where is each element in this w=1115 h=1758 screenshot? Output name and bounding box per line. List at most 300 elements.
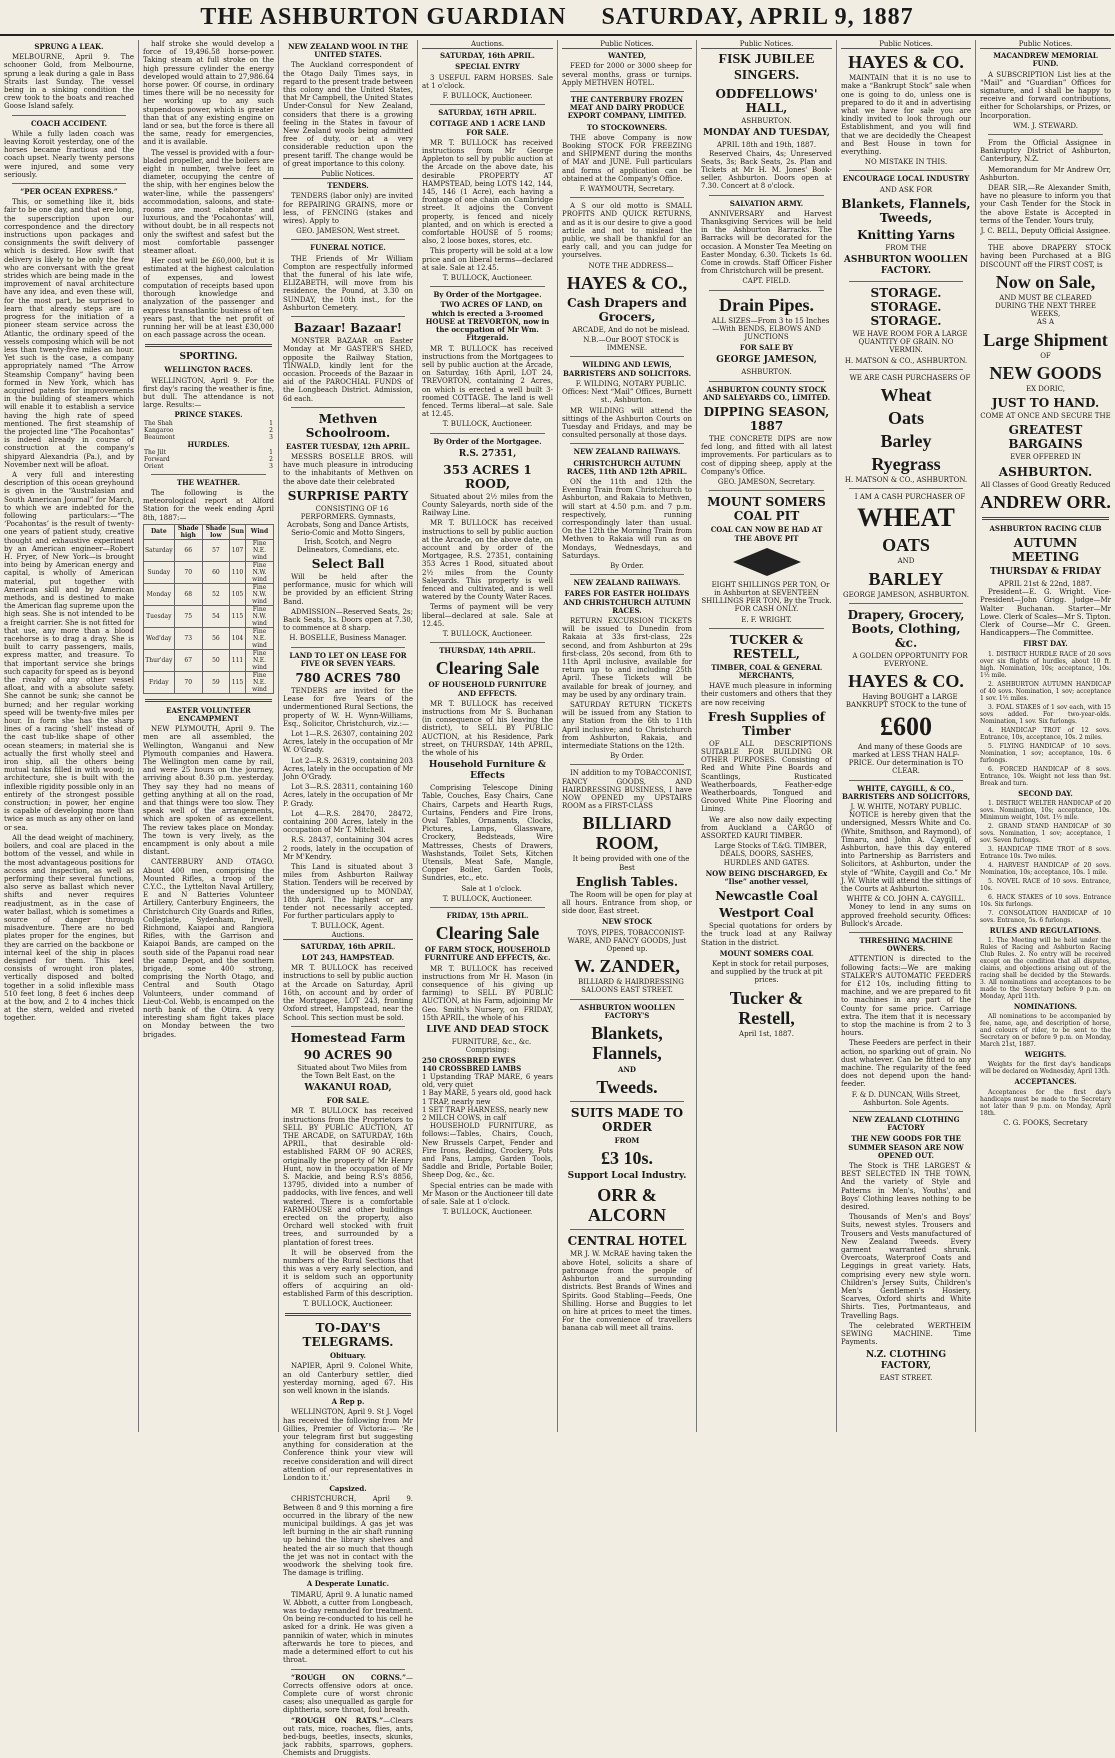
suit-price: £3 10s. bbox=[600, 1148, 653, 1169]
section-public-notices: Public Notices. bbox=[980, 40, 1111, 49]
wilding-lewis: WILDING AND LEWIS, BARRISTERS AND SOLICITORS. bbox=[562, 360, 692, 378]
jameson-sign: GEORGE JAMESON, ASHBURTON. bbox=[843, 590, 969, 599]
woollen-factory: ASHBURTON WOOLLEN FACTORY. bbox=[843, 255, 969, 277]
section-public-notices: Public Notices. bbox=[701, 40, 832, 49]
kauri-cargo: We are also now daily expecting from Auckland a CARGO of ASSORTED KAURI TIMBER. bbox=[701, 815, 832, 840]
dipping-desc: THE CONCRETE DIPS are now fed long, and fitted with all latest improvements. For particulars as to cost of dipping sheep, apply at the Company's Office. bbox=[701, 435, 832, 476]
bazaar-title: Bazaar! Bazaar! bbox=[294, 321, 402, 336]
acres-780: 780 ACRES 780 bbox=[295, 670, 401, 685]
farm-location: Situated about Two Miles from the Town Belt East, on the bbox=[297, 1063, 407, 1080]
white-sign: WHITE & CO. JOHN A. CAYGILL. bbox=[846, 895, 966, 904]
first-day: FIRST DAY. bbox=[1023, 639, 1068, 649]
farm-desc: MR T. BULLOCK has received instructions from the Proprietors to SELL BY PUBLIC AUCTION, AT THE ARCADE, on SATURDAY, 16th APRIL, that desirable old-established FARM OF 90 ACRES, originally the property of Mr Henry Hunt, now in the occupation of Mr S. Mackie, and being R.S's 8856, 13795, divided into a number of paddocks, with live fences, and well watered. There is a comfortable FARMHOUSE and other buildings erected on the property, also Orchard well stocked with fruit trees, and surrounded by a plantation of forest trees. bbox=[283, 1107, 413, 1247]
lease-intro: TENDERS are invited for the Lease for five Years of the undermentioned Rural Sections, the property of W. H. Wynn-Williams, Esq., Solicitor, Christchurch, viz.:— bbox=[283, 686, 413, 728]
headline-telegrams: TO-DAY'S TELEGRAMS. bbox=[302, 1321, 394, 1350]
rough-on-corns-text: —Corrects offensive odors at once. Complete cure of worst chronic cases; also unequalled as gargle for diphtheria, sore throat, foul breath. bbox=[283, 1673, 413, 1715]
orr-alcorn: ORR & ALCORN bbox=[587, 1185, 666, 1226]
tucker-restell: TUCKER & RESTELL, bbox=[729, 632, 804, 661]
tucker-restell-sign: Tucker & Restell, bbox=[729, 987, 804, 1028]
notary: J. W. WHITE, NOTARY PUBLIC. bbox=[850, 802, 962, 811]
club-officers: President—E. G. Wright. Vice-President—John Grigg. Judge—Mr Walter Buchanan. Starter—Mr Lowe. Clerk of Scales—Mr S. Tipton. Clerk of Course—Mr C. Green. Handicappers—The Committee. bbox=[980, 588, 1111, 638]
sale-time: Sale at 1 o'clock. bbox=[461, 884, 522, 893]
auction-date: SATURDAY, 16TH APRIL. bbox=[438, 108, 537, 118]
auctioneer-sign: T. BULLOCK, Auctioneer. bbox=[442, 274, 533, 283]
race-entry: 5. NOVEL RACE of 10 sovs. Entrance, 10s. bbox=[980, 877, 1111, 892]
large-shipment: Large Shipment bbox=[983, 329, 1108, 350]
column-2 bbox=[139, 40, 279, 1432]
select-ball: Select Ball bbox=[311, 556, 385, 571]
wanted-title: WANTED, bbox=[607, 51, 647, 61]
race-entry: 6. FORCED HANDICAP of 8 sovs. Entrance, 10s. Weight not less than 9st. Break and turn. bbox=[980, 765, 1111, 787]
capt-field: CAPT. FIELD. bbox=[742, 277, 791, 286]
from-label: FROM bbox=[614, 1136, 640, 1146]
section-public-notices: Public Notices. bbox=[283, 170, 413, 179]
columns bbox=[0, 40, 1115, 1758]
racing-club: ASHBURTON RACING CLUB bbox=[989, 523, 1102, 533]
cottage-terms: This property will be sold at a low price and on liberal terms—declared at sale. Sale at 12.45. bbox=[422, 247, 553, 272]
blankets-flannels: Blankets, Flannels, bbox=[591, 1023, 663, 1064]
hayes-co: HAYES & CO., bbox=[566, 272, 688, 293]
steward-sign: WM. J. STEWARD. bbox=[1013, 121, 1078, 130]
greatly-reduced: All Classes of Good Greatly Reduced bbox=[980, 480, 1111, 489]
to-stockowners: TO STOCKOWNERS. bbox=[586, 122, 668, 132]
rules: 1. The Meeting will be held under the Rules of Racing and Ashburton Racing Club Rules. 2. No entry will be received except on the condition that all disputes, claims, and objections arising out of the racing shall be decided by the Stewards. 3. All nominations and acceptances to be made to the Secretary before 9 p.m. on Monday, April 11th. bbox=[980, 936, 1111, 1000]
timber-list: OF ALL DESCRIPTIONS SUITABLE FOR BUILDING OR OTHER PURPOSES. Consisting of Red and White Pine Boards and Scantlings, Rusticated Weatherboards, Feather-edge Weatherboards, Tongued and Grooved White Pine Flooring and Lining. bbox=[701, 739, 832, 814]
article-wool: The Auckland correspondent of the Otago Daily Times says, in regard to the present trade between this colony and the United States, that Mr Campbell, the United States Under-Consul for New Zealand, considers that there is a growing feeling in the States in favour of New Zealand wools being admitted free of duty, or at a very considerable reduction upon the present tariff. The change would be of great importance to this colony. bbox=[283, 61, 413, 168]
storage: STORAGE. STORAGE. STORAGE. bbox=[870, 286, 942, 329]
race-entry: 4. HARVEST HANDICAP of 20 sovs. Nomination, 10s; acceptance, 10s. 1 mile. bbox=[980, 861, 1111, 876]
acceptances-title: ACCEPTANCES. bbox=[1014, 1077, 1077, 1087]
new-goods: NEW GOODS bbox=[989, 362, 1102, 383]
nz-clothing-factory: N.Z. CLOTHING FACTORY, bbox=[865, 1349, 947, 1371]
auctioneer-sign: T. BULLOCK, Auctioneer. bbox=[442, 629, 533, 638]
article-ocean-2: A very full and interesting description of this ocean greyhound is given in the “Australasian and South American Journal” for March, to which we are indebted for the following particulars:—“The ‘Pocahontas’ is the result of twenty-one years of patient study, creative thought and exhaustive experiment by an American engineer—Robert H. Fryer, of New York—is brought into being by American energy and capital, is wholly of American material, put together with American skill and by American methods, and is destined to make the American flag supreme upon the high seas. She is not intended to be a freight carrier. She is not fitted for that use, any more than a blood racehorse is to drag a dray. She is built to carry passengers, mails, express matter, and treasure. To that important service she brings such capacity for speed as is beyond the rivalry of any other vessel afloat, and with a absolute safety. She cannot be sunk; she cannot be burned; and her regular working speed will be twenty-five miles per hour. In form she has the sharp lines of a racing ‘shell’ instead of the cast tub-like shape of other ocean steamers; in material she is actually the first wholly steel and iron ship, all the others being mutual tanks filled in with wood; in architecture, she is built with the inflexible rigidity possible only in an entirety of the strongest possible construction; in power, her engine is capable of developing more than twice as much as any other on land or sea. bbox=[4, 470, 134, 832]
special-entry: SPECIAL ENTRY bbox=[455, 62, 520, 72]
headline-leak: SPRUNG A LEAK. bbox=[34, 42, 104, 51]
concert-seats: Reserved Chairs, 4s; Unreserved Seats, 3s; Back Seats, 2s. Plan and Tickets at Mr H. M. Jones' Book-seller, Ashburton. Doors open at 7.30. Concert at 8 o'clock. bbox=[701, 149, 832, 191]
meeting-dates: APRIL 21st & 22nd, 1887. bbox=[998, 579, 1093, 588]
new-goods: THE NEW GOODS FOR THE SUMMER SEASON ARE NOW OPENED OUT. bbox=[848, 1134, 964, 1160]
reply: WELLINGTON, April 9. St J. Vogel has received the following from Mr Gillies, Premier of Victoria:— ‘Re your telegram first but suggesting anything for consideration at the Conference think your view will receive consideration and will direct attention of our representatives in London to it.’ bbox=[283, 1408, 413, 1483]
funeral-title: FUNERAL NOTICE. bbox=[310, 243, 386, 253]
section-public-notices: Public Notices. bbox=[841, 40, 971, 49]
article-encampment-2: CANTERBURY AND OTAGO. About 400 men, comprising the Mounted Rifles, a troop of the C.Y.C., the Lyttelton Naval Artillery, E and N Batteries Volunteer Artillery, Canterbury Engineers, the Christchurch City Guards and Rifles, Collegiate, Sydenham, Irwell, Richmond, Kaiapoi and Rangiora Rifles, with the Garrison and Kaiapoi Bands, are camped on the south side of the Papanui road near the camp Depot, and the southern brigade, some 400 strong, comprising the North Otago, and Central and South Otago Volunteers, under command of Lieut-Col. Webb, is encamped on the north bank of the Otira. A very interesting sham fight takes place on Monday between the two brigades. bbox=[143, 858, 274, 1039]
lease-sign: T. BULLOCK, Agent. bbox=[311, 922, 385, 931]
hayes-ad-text: A S our old motto is SMALL PROFITS AND QUICK RETURNS, and as it is our desire to give a good article and not to mislead the public, we shall be thankful for an early call, and you can judge for yourselves. bbox=[562, 202, 692, 260]
barley-large: BARLEY bbox=[868, 568, 944, 589]
headline-races: WELLINGTON RACES. bbox=[164, 365, 253, 375]
amount-600: £600 bbox=[880, 711, 932, 741]
macandrew-notice: A SUBSCRIPTION List lies at the “Mail” and “Guardian” Offices for signature, and I shall be happy to receive and forward contributions, either for Scholarships, or Prizes, or Incorporation. bbox=[980, 70, 1111, 120]
lease-lot: Lot 3—R.S. 28311, containing 160 Acres, lately in the occupation of Mr P. Grady. bbox=[283, 783, 413, 808]
blankets-flannels-tweeds: Blankets, Flannels, Tweeds, bbox=[841, 196, 971, 225]
westport-coal: Westport Coal bbox=[719, 906, 814, 921]
town: ASHBURTON. bbox=[741, 117, 792, 126]
tweeds: Tweeds. bbox=[596, 1077, 658, 1098]
two-acres-desc: MR T. BULLOCK has received instructions from the Mortgagees to sell by public auction at the Arcade, on Saturday, 16th April, LOT 24, TREVORTON, containing 2 Acres, on which is erected a well built 3-roomed COTTAGE. The land is well fenced. Terms liberal—at sale. Sale at 12.45. bbox=[422, 344, 553, 419]
weights: Weights for the first day's handicaps will be declared on Wednesday, April 13th. bbox=[980, 1061, 1111, 1076]
column-3 bbox=[279, 40, 418, 1758]
ad-tenders-sign: GEO. JAMESON, West street. bbox=[296, 227, 400, 236]
billiard-desc: It being provided with one of the Best bbox=[572, 855, 690, 872]
article-ocean-6: Her cost will be £60,000, but it is estimated at the highest calculation of expenses, and lowest computation of receipts based upon thorough knowledge and analyzation of the passenger and express transatlantic business of ten years past, that the net profit of running her will be at least £30,000 on each passage across the ocean. bbox=[143, 257, 274, 340]
next-three-weeks: DURING THE NEXT THREE WEEKS, bbox=[995, 302, 1096, 319]
threshing-ad: ATTENTION is directed to the following facts:—We are making STALKER'S AUTOMATIC FEEDERS for £12 10s, including fitting to machine, and we are prepared to fit to machines in any part of the County for same price. Carriage extra. The item that it is necessary to stop the machine is from 2 to 3 hours. bbox=[841, 955, 971, 1038]
by-order: By Order. bbox=[610, 752, 644, 761]
macandrew-fund: MACANDREW MEMORIAL FUND. bbox=[993, 51, 1098, 69]
farm-stock-title: OF FARM STOCK, HOUSEHOLD FURNITURE AND EFFECTS, &c. bbox=[424, 945, 551, 963]
frozen-meat-ad: THE above Company is now Booking STOCK FOR FREEZING and SHIPMENT during the months of MAY and JUNE. Full particulars and forms of application can be obtained at the Company's Office. bbox=[562, 133, 692, 183]
auctioneer-sign: T. BULLOCK, Auctioneer. bbox=[442, 420, 533, 429]
rough-on-rats: “ROUGH ON RATS.” bbox=[291, 1715, 384, 1725]
section-public-notices: Public Notices. bbox=[562, 40, 692, 49]
household-items: Comprising Telescope Dining Table, Couches, Easy Chairs, Cane Chairs, Carpets and Hearth Rugs, Curtains, Fenders and Fire Irons, Oval Tables, Ornaments, Clocks, Pictures, Lamps, Glassware, Crockery, Bedsteads, Wire Mattresses, Chests of Drawers, Washstands, Toilet Sets, Kitchen Utensils, Meat Safe, Mangle, Copper Boiler, Garden Tools, Sundries, etc., etc. bbox=[422, 784, 553, 883]
ex-doric: EX DORIC, bbox=[1025, 384, 1066, 393]
oddfellows-hall: ODDFELLOWS' HALL, bbox=[715, 87, 818, 116]
furniture-list: HOUSEHOLD FURNITURE, as follows:—Tables, Chairs, Couch, New Brussels Carpet, Fender and Fire Irons, Bedding, Crockery, Pots and Pans, Lamps, Garden Tools, Saddle and Bridle, Portable Boiler, Sheep Dog, &c., &c. bbox=[422, 1122, 553, 1180]
admission: ADMISSION—Reserved Seats, 2s; Back Seats, 1s. Doors open at 7.30, to commence at 8 sharp. bbox=[283, 607, 413, 633]
race-entry: 3. HANDICAP TIME TROT of 8 sovs. Entrance 10s. Two miles. bbox=[980, 845, 1111, 860]
rough-on-rats-text: —Clears out rats, mice, roaches, flies, ants, bed-bugs, beetles, insects, skunks, jack rabbits, sparrows, gophers. Chemists and Druggists. bbox=[283, 1716, 413, 1758]
stock-item: 1 Upstanding TRAP MARE, 6 years old, very quiet bbox=[422, 1072, 553, 1090]
billiard-room: BILLIARD ROOM, bbox=[582, 813, 672, 854]
nz-clothing-factory: NEW ZEALAND CLOTHING FACTORY bbox=[852, 1115, 960, 1133]
partnership-notice: NOTICE is hereby given that the undersigned, Messrs White and Co. (White, Smithson, and Raymond), of Timaru, and John A. Caygill, of Ashburton, have this day entered into Partnership as Barristers and Solicitors, at Ashburton, under the style of “White, Caygill and Co.” Mr J. W. White will attend the sittings of the Courts at Ashburton. bbox=[841, 811, 971, 893]
oats-large: OATS bbox=[882, 535, 930, 556]
bankruptcy-header: From the Official Assignee in Bankruptcy District of Ashburton, Canterbury, N.Z. bbox=[980, 139, 1111, 164]
from-the: FROM THE bbox=[885, 243, 927, 252]
auctioneer-sign: F. BULLOCK, Auctioneer. bbox=[442, 92, 533, 101]
half-price: And many of these Goods are marked at LESS THAN HALF-PRICE. Our determination is TO CLEAR. bbox=[848, 742, 964, 776]
frozen-meat-title: THE CANTERBURY FROZEN MEAT AND DAIRY PRODUCE EXPORT COMPANY, LIMITED. bbox=[567, 95, 687, 121]
headline-wool: NEW ZEALAND WOOL IN THE UNITED STATES. bbox=[288, 42, 408, 60]
lease-lot: Lot 4—R.S. 28470, 28472, containing 200 Acres, lately in the occupation of Mr T. Mitchell. bbox=[283, 809, 413, 835]
stock-item: 140 CROSSBRED LAMBS bbox=[422, 1063, 522, 1073]
room-hours: The Room will be open for play at all hours. Entrance from shop, or side door, East street. bbox=[562, 890, 692, 916]
now-discharging: NOW BEING DISCHARGED, Ex “Ilse” another vessel, bbox=[705, 868, 828, 886]
drapery-stock: THE above DRAPERY STOCK having been Purchased at a BIG DISCOUNT off the FIRST COST, is bbox=[980, 244, 1111, 269]
wilding-office: F. WILDING, NOTARY PUBLIC. Offices: Next “Mail” Offices, Burnett st., Ashburton. bbox=[562, 379, 692, 405]
race-event-2: HURDLES. bbox=[187, 439, 230, 449]
no-mistake: NO MISTAKE IN THIS. bbox=[864, 158, 948, 167]
nz-railways: NEW ZEALAND RAILWAYS. bbox=[573, 578, 681, 588]
lease-lot: Lot 1—R.S. 26307, containing 202 Acres, lately in the occupation of Mr W. O'Grady. bbox=[283, 730, 413, 755]
auction-date: SATURDAY, 16th APRIL. bbox=[300, 941, 396, 951]
cash-purchaser: I AM A CASH PURCHASER OF bbox=[854, 493, 966, 502]
column-8 bbox=[976, 40, 1115, 1432]
methven-title: Methven Schoolroom. bbox=[305, 411, 391, 440]
live-dead-stock: LIVE AND DEAD STOCK bbox=[426, 1025, 549, 1036]
hayes-co: HAYES & CO. bbox=[848, 671, 964, 692]
knitting-yarns: Knitting Yarns bbox=[857, 227, 955, 242]
lunatic-title: A Desperate Lunatic. bbox=[306, 1579, 390, 1589]
acceptances: Acceptances for the first day's handicaps must be made to the Secretary not later than 9 p.m. on Monday, April 18th. bbox=[980, 1088, 1111, 1117]
oats: Oats bbox=[888, 408, 924, 429]
auctioneer-sign: T. BULLOCK, Auctioneer. bbox=[442, 894, 533, 903]
surprise-party: SURPRISE PARTY bbox=[287, 488, 409, 503]
two-acres-title: TWO ACRES OF LAND, on which is erected a 3-roomed HOUSE at TREVORTON, now in the occupation of Mr Wm. Fitzgerald. bbox=[425, 300, 550, 343]
weather-table: Date Shade high Shade low Sun Wind Saturday 66 57 107 Fine N.E. wind Sunday 70 60 110 Fine N.W. wind Monday 68 52 105 Fine N.W. wind Tuesday 75 54 115 Fine N.W. wind Wed'day 73 56 104 Fine N.E. wind Thur'day 67 50 111 Fine N.E. wind Friday 70 59 115 Fine N.E. wind bbox=[143, 524, 274, 694]
town: ASHBURTON. bbox=[741, 368, 792, 377]
acres-353-terms: Terms of payment will be very liberal—declared at sale. Sale at 12.45. bbox=[422, 603, 553, 628]
household-furniture: Household Furniture & Effects bbox=[428, 760, 547, 782]
dipping-sign: GEO. JAMESON, Secretary. bbox=[717, 478, 816, 487]
household-desc: MR T. BULLOCK has received instructions from Mr S. Buchanan (in consequence of his leaving the district), to SELL BY PUBLIC AUCTION, at his Residence, Park street, on THURSDAY, 14th APRIL, the whole of his bbox=[422, 699, 553, 758]
note-address: NOTE THE ADDRESS— bbox=[588, 261, 674, 270]
race-entry: 4. HANDICAP TROT of 12 sovs. Entrance, 10s, acceptance, 10s. 2 miles. bbox=[980, 726, 1111, 741]
by-order: By Order. bbox=[610, 561, 644, 570]
newspaper-title: THE ASHBURTON GUARDIAN bbox=[200, 4, 567, 30]
frozen-meat-sign: F. WAYMOUTH, Secretary. bbox=[579, 185, 675, 194]
county-stock: ASHBURTON COUNTY STOCK AND SALEYARDS CO., LIMITED. bbox=[702, 384, 831, 402]
race-entry: 6. HACK STAKES of 10 sovs. Entrance 10s. Six furlongs. bbox=[980, 893, 1111, 908]
farm-horses: 3 USEFUL FARM HORSES. Sale at 1 o'clock. bbox=[422, 73, 553, 90]
capsized: CHRISTCHURCH, April 9. Between 8 and 9 this morning a fire occurred in the library of the new municipal buildings. A gas jet was left burning in the air shaft running up behind the library shelves and heated the air so much that though the jet was not in contact with the woodwork the shelving took fire. The damage is trifling. bbox=[283, 1495, 413, 1578]
ad-tenders-title: TENDERS. bbox=[327, 181, 369, 191]
coal-retail: Kept in stock for retail purposes, and supplied by the truck at pit prices. bbox=[710, 960, 829, 985]
concert-days: MONDAY AND TUESDAY, bbox=[703, 128, 830, 139]
race-trains: ON the 11th and 12th the Evening Train from Christchurch to Ashburton, and Rakaia to Methven, will start at 4.50 p.m. and 7 p.m. respectively, running correspondingly later than usual. On the 12th the Morning Train from Methven to Rakaia will run as on Mondays, Wednesdays, and Saturdays. bbox=[562, 477, 692, 560]
race-entry: 2. GRAND STAND HANDICAP of 30 sovs. Nomination, 1 sov; acceptance, 1 sov. Seven furlongs. bbox=[980, 822, 1111, 844]
drain-sizes: ALL SIZES—From 3 to 15 Inches—With BENDS, ELBOWS AND JUNCTIONS bbox=[711, 316, 830, 342]
andrew-orr: ANDREW ORR. bbox=[980, 491, 1111, 512]
rough-on-corns: “ROUGH ON CORNS.” bbox=[291, 1672, 406, 1682]
acres-353-desc: MR T. BULLOCK has received instructions to sell by public auction at the Arcade, on the above date, on account and by order of the Mortgagee, R.S. 27351, containing 353 Acres 1 Rood, situated about 2½ miles from the County Saleyards. This property is well fenced and cultivated, and is well watered by the County Water Races. bbox=[422, 519, 553, 602]
new-stock-desc: TOYS, PIPES, TOBACCONIST-WARE, AND FANCY GOODS, Just Opened up. bbox=[567, 928, 687, 954]
mount-somers-coal: MOUNT SOMERS COAL bbox=[719, 948, 814, 958]
ask-for: AND ASK FOR bbox=[879, 185, 933, 194]
stock-item: 250 CROSSBRED EWES bbox=[422, 1055, 516, 1065]
matson-sign: H. MATSON & CO., ASHBURTON. bbox=[844, 356, 968, 365]
auction-date: SATURDAY, 16th APRIL. bbox=[439, 51, 535, 61]
salvation-notice: ANNIVERSARY and Harvest Thanksgiving Services will be held in the Ashburton Barracks. The Barracks will be decorated for the occasion. A Monster Tea Meeting on Easter Monday, 6.30. Tickets 1s 6d. Come in crowds. Staff Officer Fisher from Christchurch will be present. bbox=[701, 209, 832, 276]
race-entry: 7. CONSOLATION HANDICAP of 10 sovs. Entrance, 5s. 6 furlongs. bbox=[980, 909, 1111, 924]
tucker-date: April 1st, 1887. bbox=[739, 1029, 794, 1038]
bazaar-notice: MONSTER BAZAAR on Easter Monday at Mr GASTER'S SHED, opposite the Railway Station, TINWALD, kindly lent for the occasion. Proceeds of the Bazaar in aid of the PAROCHIAL FUNDS of the Longbeach District. Admission, 6d each. bbox=[283, 337, 413, 403]
wanted-ad: FEED for 2000 or 3000 sheep for several months, grass or turnips. Apply METHVEN HOTEL. bbox=[562, 62, 692, 87]
stock-item: 2 MILCH COWS, in calf bbox=[422, 1113, 507, 1122]
boot-stock: N.B.—Our BOOT STOCK is IMMENSE. bbox=[583, 336, 679, 353]
headline-ocean-express: “PER OCEAN EXPRESS.” bbox=[20, 187, 118, 197]
salvation-army: SALVATION ARMY. bbox=[729, 198, 804, 208]
central-hotel-ad: MR J. W. McRAE having taken the above Hotel, solicits a share of patronage from the people of Ashburton and surrounding districts. Best Brands of Wines and Spirits. Good Stabling—Feeds, One Shilling. Horse and Buggies to let on hire at prices to meet the times. For the convenience of travellers banana cab will meet all trains. bbox=[562, 1250, 692, 1333]
methven-date: EASTER TUESDAY, 12th APRIL. bbox=[285, 441, 411, 451]
rules-title: RULES AND REGULATIONS. bbox=[989, 925, 1102, 935]
races-intro: WELLINGTON, April 9. For the first day's racing the weather is fine, but dull. The attendance is not large. Results:— bbox=[143, 376, 274, 410]
christchurch-races: CHRISTCHURCH AUTUMN RACES, 11th AND 12th APRIL. bbox=[566, 458, 688, 476]
clearing-sale: Clearing Sale bbox=[435, 923, 540, 944]
lease-lot: Lot 2—R.S. 26319, containing 203 Acres, lately in the occupation of Mr John O'Grady. bbox=[283, 756, 413, 782]
wheat-large: WHEAT bbox=[857, 503, 955, 533]
column-7 bbox=[837, 40, 976, 1432]
cottage-title: COTTAGE AND 1 ACRE LAND FOR SALE. bbox=[429, 119, 546, 137]
drain-pipes: Drain Pipes. bbox=[718, 294, 814, 315]
weather-intro: The following is the meteorological report at Alford Station for the week ending April 8th, 1887:— bbox=[143, 488, 274, 522]
timber-intro: HAVE much pleasure in informing their customers and others that they are now receiving bbox=[701, 682, 832, 707]
saturday-tickets: SATURDAY RETURN TICKETS will be issued from any Station to any Station from the 6th to 11th April inclusive; and to Christchurch from Ashburton, Rakaia, and intermediate Stations on the 12th. bbox=[562, 701, 692, 751]
article-ocean-5: The vessel is provided with a four-bladed propeller, and the boilers are eight in number, twelve feet in diameter, occupying the centre of the ship, with her engines below the water-line, while the passengers' accommodation, saloons, and state-rooms are most elaborate and luxurious, and the ‘Pocahontas’ will, without doubt, be in all respects not only the swiftest and safest but the most comfortable passenger steamer afloat. bbox=[143, 148, 274, 256]
column-6 bbox=[697, 40, 837, 1432]
come-at-once: COME AT ONCE AND SECURE THE bbox=[980, 412, 1111, 421]
support-local: Support Local Industry. bbox=[567, 1171, 687, 1182]
greatest-bargains: GREATEST BARGAINS bbox=[1008, 423, 1083, 452]
autumn-meeting: AUTUMN MEETING bbox=[1011, 535, 1080, 564]
race-entry: 1. DISTRICT WELTER HANDICAP of 20 sovs. Nomination, 10s; acceptance, 10s. Minimum weight, 10st. 1½ mile. bbox=[980, 799, 1111, 821]
headline-weather: THE WEATHER. bbox=[176, 477, 241, 487]
farm-for-sale: FOR SALE. bbox=[326, 1096, 370, 1106]
clearing-sale: Clearing Sale bbox=[435, 658, 540, 679]
bankrupt-stock: Having BOUGHT a LARGE BANKRUPT STOCK to the tune of bbox=[845, 693, 967, 710]
threshing-owners: THRESHING MACHINE OWNERS. bbox=[859, 935, 953, 954]
farm-stock-desc: MR T. BULLOCK has received instructions from Mr H. Mason (in consequence of his giving up farming) to SELL BY PUBLIC AUCTION, at his Farm, adjoining Mr Geo. Smith's Nursery, on FRIDAY, 15th APRIL, the whole of his bbox=[422, 964, 553, 1022]
race-entry: 3. FOAL STAKES of 1 sov each, with 15 sovs added. For two-year-olds. Nomination, 1 sov. Six furlongs. bbox=[980, 703, 1111, 725]
new-stock: NEW STOCK bbox=[601, 917, 653, 927]
largest-stock: The Stock is THE LARGEST & BEST SELECTED IN THE TOWN, And the variety of Style and Patterns in Men's, Youths', and Boys' Clothing leaves nothing to be desired. bbox=[841, 1162, 971, 1212]
and-label: AND bbox=[618, 1065, 636, 1075]
auctioneer-sign: T. BULLOCK, Auctioneer. bbox=[442, 1208, 533, 1217]
of-label: OF bbox=[1040, 351, 1051, 360]
tobacconist-ad: IN addition to my TOBACCONIST, FANCY GOODS, AND HAIRDRESSING BUSINESS, I have NOW OPENED my UPSTAIRS ROOM as a FIRST-CLASS bbox=[562, 769, 692, 811]
nominations-title: NOMINATIONS. bbox=[1013, 1001, 1078, 1011]
mortgagee-title: By Order of the Mortgagee. bbox=[433, 290, 542, 300]
clothing-list: Thousands of Men's and Boys' Suits, newest styles. Trousers and Trousers and Vests manufactured of New Zealand Tweeds. Every garment warranted shrunk. Overcoats, Waterproof Coats and Leggings in great variety. Hats, comprising every new style worn. Children's Jersey Suits, Children's Men's Gentlemen's Hosiery, Scarves, Oxford shirts and White Shirts. Ties, Portmanteaus, and Travelling Bags. bbox=[841, 1213, 971, 1320]
newcastle-coal: Newcastle Coal bbox=[715, 889, 818, 904]
easter-fares: FARES FOR EASTER HOLIDAYS AND CHRISTCHURCH AUTUMN RACES. bbox=[563, 589, 691, 615]
cash-purchasers: WE ARE CASH PURCHASERS OF bbox=[849, 373, 971, 382]
white-caygill: WHITE, CAYGILL, & CO., BARRISTERS AND SOLICITORS, bbox=[841, 783, 971, 801]
household-title: OF HOUSEHOLD FURNITURE AND EFFECTS. bbox=[428, 680, 547, 698]
fooks-sign: C. G. FOOKS, Secretary bbox=[1003, 1118, 1088, 1127]
column-1 bbox=[0, 40, 139, 1432]
meeting-days: THURSDAY & FRIDAY bbox=[989, 566, 1102, 577]
lease-terms: This Land is situated about 3 miles from Ashburton Railway Station. Tenders will be received by the undersigned up to MONDAY, 18th April. The highest or any tender not necessarily accepted. For further particulars apply to bbox=[283, 863, 413, 921]
golden-opportunity: A GOLDEN OPPORTUNITY FOR EVERYONE. bbox=[852, 651, 968, 669]
homestead-farm: Homestead Farm bbox=[290, 1030, 406, 1045]
article-coach: While a fully laden coach was leaving Koroit yesterday, one of the horses became fractious and the coach upset. Nearly twenty persons were injured, and some very seriously. bbox=[4, 129, 134, 179]
hayes-arcade: ARCADE, And do not be mislead. bbox=[572, 325, 690, 334]
woollen-factory: ASHBURTON WOOLLEN FACTORY'S bbox=[578, 1002, 676, 1020]
farm-desc-2: It will be observed from the numbers of the Rural Sections that this was a very early selection, and it is seldom such an opportunity offers of acquiring an old-established Farm of this description. bbox=[283, 1248, 414, 1298]
matson-sign: H. MATSON & CO., ASHBURTON. bbox=[844, 476, 968, 485]
race-results-2: The Jilt 1 Forward 2 Orient 3 bbox=[144, 448, 273, 470]
article-leak: MELBOURNE, April 9. The schooner Gold, from Melbourne, sprung a leak during a gale in Bass Straits last Sunday. The vessel being in a sinking condition the crew took to the boats and reached Goose Island safely. bbox=[4, 53, 134, 111]
funeral-notice: THE Friends of Mr William Compton are respectfully informed that the funeral of his late wife, ELIZABETH, will move from his residence, the Pound, at 3.30 on SUNDAY, the 10th inst., for the Ashburton Cemetery. bbox=[283, 254, 413, 312]
lunatic: TIMARU, April 9. A lunatic named W. Abbott, a cutter from Longbeach, was to-day remanded for treatment. On being re-conducted to his cell he asked for a drink. He was given a pannikin of water, which in minutes afterwards he tore to pieces, and made a determined effort to cut his throat. bbox=[283, 1590, 413, 1665]
acres-353: 353 ACRES 1 ROOD, bbox=[443, 462, 532, 491]
special-entries: Special entries can be made with Mr Mason or the Auctioneer till date of sale. Sale at 1 o'clock. bbox=[422, 1181, 553, 1206]
farm-sign: T. BULLOCK, Auctioneer. bbox=[303, 1299, 393, 1308]
george-jameson: GEORGE JAMESON, bbox=[716, 355, 817, 366]
section-auctions: Auctions. bbox=[283, 931, 413, 940]
auction-date: THURSDAY, 14th APRIL. bbox=[439, 646, 536, 656]
for-sale-by: FOR SALE BY bbox=[739, 343, 794, 353]
stock-item: 1 TRAP, nearly new bbox=[422, 1097, 491, 1106]
must-be-cleared: AND MUST BE CLEARED bbox=[999, 293, 1092, 302]
just-to-hand: JUST TO HAND. bbox=[991, 396, 1100, 411]
diamond-ornament bbox=[732, 547, 802, 577]
timber-stock: Large Stocks of T.&G. TIMBER, DEALS, DOORS, SASHES, HURDLES AND GATES. bbox=[714, 842, 827, 867]
suits-to-order: SUITS MADE TO ORDER bbox=[570, 1106, 684, 1135]
acres-353-location: Situated about 2½ miles from the County Saleyards, north side of the Railway Line. bbox=[422, 492, 553, 518]
article-encampment-1: NEW PLYMOUTH, April 9. The men are all assembled, the Wellington, Wanganui and New Plymouth companies and Hawera. The Wellington men came by rail, and were 25 hours on the journey, arriving about 8.30 p.m. yesterday. They say they had no means of getting anything at all on the road, and that things were too slow. They speak well of the arrangements, which are spoken of as excellent. The review takes place on Monday. The town is very lively, as the encampment is only about a mile distant. bbox=[143, 725, 274, 857]
east-street: EAST STREET. bbox=[879, 1373, 933, 1382]
concert-dates: APRIL 18th and 19th, 1887. bbox=[716, 141, 817, 150]
english-tables: English Tables. bbox=[575, 874, 679, 889]
storage-desc: WE HAVE ROOM FOR A LARGE QUANTITY OF GRAIN. NO VERMIN. bbox=[852, 330, 968, 355]
issue-date: SATURDAY, APRIL 9, 1887 bbox=[601, 4, 914, 30]
timber-merchants: TIMBER, COAL & GENERAL MERCHANTS, bbox=[711, 662, 822, 680]
race-entry: 2. ASHBURTON AUTUMN HANDICAP of 40 sovs. Nomination, 1 sov; acceptance 1 sov. 1½ miles. bbox=[980, 680, 1111, 702]
lease-lot: R.S. 28437, containing 304 acres 2 roods, lately in the occupation of Mr M'Kendry. bbox=[283, 836, 413, 861]
column-4 bbox=[418, 40, 558, 1432]
capsized-title: Capsized. bbox=[329, 1484, 367, 1494]
hayes-notice: MAINTAIN that it is no use to make a “Bankrupt Stock” sale when one is going to do, unless one is prepared to do it and in advertising what we have for sale you are kindly invited to look through our Establishment, and you will find that we are decidedly the Cheapest and Best House in town for everything. bbox=[841, 74, 971, 157]
column-5 bbox=[558, 40, 697, 1432]
wakanui-road: WAKANUI ROAD, bbox=[304, 1083, 392, 1094]
duncan-sign: F. & D. DUNCAN, Wills Street, Ashburton. Sole Agents. bbox=[851, 1090, 961, 1107]
article-ocean-1: This, or something like it, bids fair to be one day, and that ere long, the superscription upon our correspondence and the directory instructions upon packages and consignments the swift delivery of which is desired. How swift that delivery is likely to be only the few who are conversant with the great strides which are being made in the improvement of naval architecture have any idea, and even these will, for the most part, be surprised to learn that already steps are in progress for the initiation of a pioneer steam service across the Atlantic, the ordinary speed of the vessels composing which will be not less than twenty-five miles an hour. Yet such is the case, a company appropriately named “The Arrow Steamship Company” having been formed in New York, which has acquired patents for improvements in the building of steamers which will enable it to establish a service having the high rate of speed mentioned. The first steamship of the projected line “The Pocahontas” is indeed already in course of construction at the company's shipyard Alexandria (Pa.), and by November next will be afloat. bbox=[4, 198, 134, 469]
nominations: All nominations to be accompanied by fee, name, age, and description of horse, and colours of rider, to be sent to the Secretary on or before 9 p.m. on Monday, March 21st, 1887. bbox=[980, 1013, 1111, 1049]
weights-title: WEIGHTS. bbox=[1024, 1050, 1067, 1060]
race-entry: 1. DISTRICT HURDLE RACE of 20 sovs over six flights of hurdles, about 10 ft. high. Nomination, 10s; acceptance, 10s. 1½ mile. bbox=[980, 650, 1111, 679]
auction-date: FRIDAY, 15th APRIL. bbox=[446, 911, 529, 921]
wertheim: The celebrated WERTHEIM SEWING MACHINE. Time Payments. bbox=[841, 1321, 971, 1347]
land-lease-title: LAND TO LET ON LEASE FOR FIVE OR SEVEN YEARS. bbox=[289, 650, 407, 668]
race-results-1: The Shah 1 Kangaroo 2 Beaumont 3 bbox=[144, 419, 273, 441]
ball-desc: Will be held after the performance, music for which will be provided by an efficient String Band. bbox=[283, 572, 413, 606]
obituary-title: Obituary. bbox=[330, 1351, 366, 1361]
fisk-jubilee: FISK JUBILEE SINGERS. bbox=[718, 52, 815, 84]
cash-drapers: Cash Drapers and Grocers, bbox=[567, 295, 687, 324]
wheat: Wheat bbox=[880, 385, 932, 406]
race-event-1: PRINCE STAKES. bbox=[174, 410, 243, 420]
section-auctions: Auctions. bbox=[422, 40, 553, 49]
stock-item: 1 Bay MARE, 5 years old, good hack bbox=[422, 1089, 552, 1098]
hayes-co: HAYES & CO. bbox=[848, 52, 964, 73]
lot-243: MR T. BULLOCK has received instructions to sell by public auction at the Arcade on Saturday, April 16th, on account and by order of the Mortgagee, LOT 243, fronting Oxford street, Hampstead, near the School. This section must be sold. bbox=[283, 964, 413, 1022]
ashburton: ASHBURTON. bbox=[998, 464, 1093, 479]
drapery-grocery: Drapery, Grocery, Boots, Clothing, &c. bbox=[847, 607, 965, 650]
fresh-supplies: Fresh Supplies of Timber bbox=[708, 709, 825, 738]
ever-offered: EVER OFFERED IN bbox=[1010, 453, 1081, 462]
second-day: SECOND DAY. bbox=[1018, 788, 1073, 798]
article-ocean-4: half stroke she would develop a force of 19,496.58 horse-power. Taking steam at full stroke on the high pressure cylinder the energy developed would attain to 27,986.64 horse power. Of course, in ordinary times there will be no necessity for her working up to any such stupendous power, which is greater than that of any existing engine on land or sea, but the force is there all the same, ready for emergencies, and it is available. bbox=[143, 40, 274, 147]
ad-tenders: TENDERS (labor only) are invited for REPAIRING GRAINS, more or less, of FENCING (stakes and wires). Apply to bbox=[283, 192, 413, 226]
stock-item: 1 SET TRAP HARNESS, nearly new bbox=[422, 1105, 548, 1114]
reply-title: A Rep p. bbox=[331, 1397, 365, 1407]
ryegrass: Ryegrass bbox=[871, 454, 941, 475]
coal-prices: EIGHT SHILLINGS PER TON, Or in Ashburton at SEVENTEEN SHILLINGS PER TON, By the Truck. FOR CASH ONLY. bbox=[701, 580, 832, 614]
surprise-desc: CONSISTING OF 16 PERFORMERS. Gymnasts, Acrobats, Song and Dance Artists, Serio-Comic and Motto Singers, Irish, Scotch, and Negro Delineators, Comedians, etc. bbox=[287, 504, 409, 554]
bankruptcy-memo: Memorandum for Mr Andrew Orr, Ashburton. bbox=[980, 165, 1111, 182]
lot-243-title: LOT 243, HAMPSTEAD. bbox=[301, 953, 395, 963]
w-zander: W. ZANDER, bbox=[574, 956, 680, 977]
threshing-ad-2: These Feeders are perfect in their action, no sparking out of grain. No dust whatever. Can be fitted to any machine. The regularity of the feed does not depend upon the hand-feeder. bbox=[841, 1039, 971, 1089]
zander-saloons: BILLIARD & HAIRDRESSING SALOONS EAST STREET. bbox=[578, 978, 684, 995]
mortgagee-title: By Order of the Mortgagee. bbox=[433, 436, 542, 446]
article-ocean-3: All the dead weight of machinery, boilers, and coal are placed in the bottom of the vessel, and while in the most advantageous positions for access and inspection, as well as performing their several functions, also serve as ballast which never shifts and never requires readjustment, as in the case of water ballast, which is sometimes a source of danger through misadventure. There are no bed plates proper for the engines, but they are carried on the backbone or internal keel of the ship in places designed for them. This keel consists of wrought iron plates, vertically disposed and bolted together in a solid inflexible mass 510 feet long, 8 feet 6 inches deep at the bow, and 2 to 4 inches thick at the stern, welded and riveted together. bbox=[4, 833, 134, 1023]
boselle-sign: H. BOSELLE, Business Manager. bbox=[289, 634, 407, 643]
barley: Barley bbox=[880, 431, 932, 452]
cottage-desc: MR T. BULLOCK has received instructions from Mr George Appleton to sell by public auction at the Arcade on the above date, his desirable PROPERTY AT HAMPSTEAD, being LOTS 142, 144, 145, 146 (1 Acre), each having a frontage of one chain on Cambridge street. It adjoins the Convent property, is fenced and nicely planted, and on which is erected a comfortable HOUSE of 5 rooms; also, 2 loose boxes, stores, etc. bbox=[422, 138, 553, 246]
mount-somers-pit: MOUNT SOMERS COAL PIT bbox=[707, 495, 826, 524]
rs-27351: R.S. 27351, bbox=[458, 448, 517, 459]
methven-intro: MESSRS BOSELLE BROS. will have much pleasure in introducing to the inhabitants of Methven on the above date their celebrated bbox=[283, 452, 413, 486]
nz-railways: NEW ZEALAND RAILWAYS. bbox=[573, 447, 681, 457]
headline-coach: COACH ACCIDENT. bbox=[30, 118, 108, 128]
obituary: NAPIER, April 9. Colonel White, an old Canterbury settler, died yesterday morning, aged 67. His son well known in the islands. bbox=[283, 1362, 413, 1395]
section-sporting: SPORTING. bbox=[179, 352, 238, 363]
